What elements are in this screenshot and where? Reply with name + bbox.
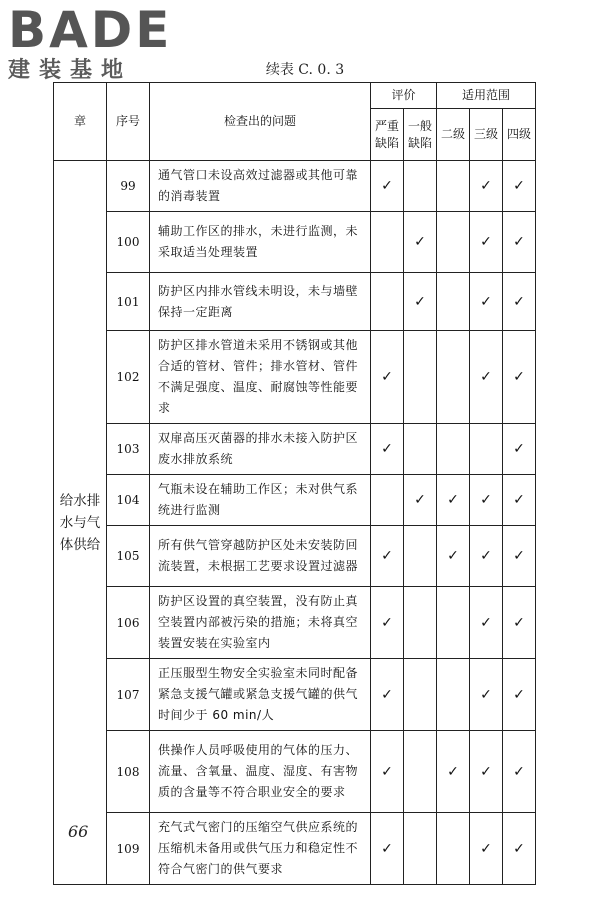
cell-l3 — [470, 212, 503, 273]
table-row — [54, 731, 536, 813]
cell-l4 — [503, 424, 536, 475]
check-icon: ✓ — [513, 293, 525, 310]
check-icon: ✓ — [381, 548, 393, 564]
table-row — [54, 659, 536, 731]
cell-l4 — [503, 273, 536, 331]
table-row — [54, 587, 536, 659]
check-icon: ✓ — [513, 763, 525, 780]
row-number: 99 — [107, 161, 150, 212]
check-icon: ✓ — [447, 492, 459, 508]
cell-l3 — [470, 813, 503, 885]
logo — [8, 1, 183, 86]
check-icon: ✓ — [480, 548, 492, 564]
check-icon: ✓ — [480, 614, 492, 631]
page-number: 66 — [68, 822, 89, 841]
cell-l3 — [470, 587, 503, 659]
cell-serious — [371, 526, 404, 587]
check-icon: ✓ — [414, 492, 426, 508]
check-icon: ✓ — [513, 369, 525, 385]
cell-general — [404, 813, 437, 885]
cell-general — [404, 331, 437, 424]
check-icon: ✓ — [480, 492, 492, 508]
header-serious-line2: 缺陷 — [374, 135, 399, 150]
table-row — [54, 212, 536, 273]
cell-l2 — [437, 331, 470, 424]
header-general-line1: 一般 — [408, 118, 433, 133]
check-icon: ✓ — [480, 763, 492, 780]
row-issue: 充气式气密门的压缩空气供应系统的压缩机未备用或供气压力和稳定性不符合气密门的供气要求 — [150, 813, 371, 885]
table-row — [54, 475, 536, 526]
table-row — [54, 161, 536, 212]
row-number: 100 — [107, 212, 150, 273]
check-icon: ✓ — [480, 840, 492, 857]
cell-l4 — [503, 731, 536, 813]
check-icon: ✓ — [381, 369, 393, 385]
cell-general — [404, 212, 437, 273]
row-issue: 供操作人员呼吸使用的气体的压力、流量、含氧量、温度、湿度、有害物质的含量等不符合职业安全的要求 — [150, 731, 371, 813]
row-number: 108 — [107, 731, 150, 813]
cell-general — [404, 587, 437, 659]
cell-l3 — [470, 424, 503, 475]
cell-l2 — [437, 659, 470, 731]
header-number: 序号 — [107, 83, 150, 161]
check-icon: ✓ — [480, 369, 492, 385]
cell-general — [404, 161, 437, 212]
row-issue: 防护区内排水管线未明设，未与墙壁保持一定距离 — [150, 273, 371, 331]
cell-l4 — [503, 659, 536, 731]
row-issue: 双扉高压灭菌器的排水未接入防护区废水排放系统 — [150, 424, 371, 475]
chapter-cell: 给水排水与气体供给 — [54, 161, 107, 885]
cell-l2 — [437, 161, 470, 212]
row-number: 101 — [107, 273, 150, 331]
header-serious-line1: 严重 — [374, 118, 399, 133]
cell-general — [404, 424, 437, 475]
table-row — [54, 331, 536, 424]
cell-general — [404, 475, 437, 526]
cell-l3 — [470, 331, 503, 424]
row-number: 102 — [107, 331, 150, 424]
inspection-table — [53, 82, 536, 885]
cell-general — [404, 659, 437, 731]
check-icon: ✓ — [513, 614, 525, 631]
cell-l4 — [503, 813, 536, 885]
row-issue: 气瓶未设在辅助工作区；未对供气系统进行监测 — [150, 475, 371, 526]
cell-l3 — [470, 659, 503, 731]
table-body — [54, 161, 536, 885]
cell-l4 — [503, 587, 536, 659]
cell-serious — [371, 659, 404, 731]
row-issue: 正压服型生物安全实验室未同时配备紧急支援气罐或紧急支援气罐的供气时间少于 60 min/人 — [150, 659, 371, 731]
cell-l3 — [470, 526, 503, 587]
check-icon: ✓ — [381, 686, 393, 703]
header-chapter: 章 — [54, 83, 107, 161]
header-scope: 适用范围 — [437, 83, 536, 109]
cell-serious — [371, 212, 404, 273]
check-icon: ✓ — [381, 178, 393, 194]
cell-l3 — [470, 475, 503, 526]
check-icon: ✓ — [381, 441, 393, 457]
row-issue: 所有供气管穿越防护区处未安装防回流装置，未根据工艺要求设置过滤器 — [150, 526, 371, 587]
cell-serious — [371, 731, 404, 813]
cell-l4 — [503, 475, 536, 526]
cell-serious — [371, 331, 404, 424]
cell-serious — [371, 424, 404, 475]
cell-general — [404, 273, 437, 331]
row-issue: 通气管口未设高效过滤器或其他可靠的消毒装置 — [150, 161, 371, 212]
check-icon: ✓ — [513, 234, 525, 250]
header-general-line2: 缺陷 — [408, 135, 433, 150]
cell-general — [404, 526, 437, 587]
check-icon: ✓ — [513, 441, 525, 457]
row-issue: 防护区设置的真空装置，没有防止真空装置内部被污染的措施；未将真空装置安装在实验室内 — [150, 587, 371, 659]
check-icon: ✓ — [513, 686, 525, 703]
header-issue: 检查出的问题 — [150, 83, 371, 161]
header-level3: 三级 — [470, 109, 503, 161]
table-row — [54, 424, 536, 475]
check-icon: ✓ — [381, 840, 393, 857]
check-icon: ✓ — [513, 840, 525, 857]
check-icon: ✓ — [480, 293, 492, 310]
check-icon: ✓ — [414, 234, 426, 250]
cell-l2 — [437, 475, 470, 526]
cell-l3 — [470, 273, 503, 331]
table-row — [54, 273, 536, 331]
header-serious-defect — [371, 109, 404, 161]
logo-subtitle: 建装基地 — [8, 58, 133, 83]
check-icon: ✓ — [513, 492, 525, 508]
cell-serious — [371, 161, 404, 212]
row-number: 103 — [107, 424, 150, 475]
cell-l2 — [437, 212, 470, 273]
row-issue: 辅助工作区的排水，未进行监测，未采取适当处理装置 — [150, 212, 371, 273]
cell-serious — [371, 813, 404, 885]
check-icon: ✓ — [381, 614, 393, 631]
cell-general — [404, 731, 437, 813]
cell-l4 — [503, 212, 536, 273]
row-issue: 防护区排水管道未采用不锈钢或其他合适的管材、管件；排水管材、管件不满足强度、温度、耐腐蚀等性能要求 — [150, 331, 371, 424]
check-icon: ✓ — [447, 763, 459, 780]
cell-l3 — [470, 731, 503, 813]
cell-l2 — [437, 587, 470, 659]
row-number: 107 — [107, 659, 150, 731]
row-number: 109 — [107, 813, 150, 885]
table-row — [54, 526, 536, 587]
cell-l4 — [503, 526, 536, 587]
cell-l2 — [437, 813, 470, 885]
cell-serious — [371, 587, 404, 659]
row-number: 106 — [107, 587, 150, 659]
check-icon: ✓ — [414, 293, 426, 310]
cell-serious — [371, 475, 404, 526]
check-icon: ✓ — [480, 686, 492, 703]
header-level2: 二级 — [437, 109, 470, 161]
cell-l2 — [437, 526, 470, 587]
table-row — [54, 813, 536, 885]
cell-l4 — [503, 161, 536, 212]
cell-l2 — [437, 273, 470, 331]
logo-wordmark: BADE — [8, 1, 173, 59]
cell-l3 — [470, 161, 503, 212]
check-icon: ✓ — [513, 548, 525, 564]
cell-l2 — [437, 424, 470, 475]
cell-l2 — [437, 731, 470, 813]
header-general-defect — [404, 109, 437, 161]
row-number: 104 — [107, 475, 150, 526]
row-number: 105 — [107, 526, 150, 587]
table-title: 续表 C. 0. 3 — [265, 62, 345, 78]
check-icon: ✓ — [381, 763, 393, 780]
cell-l4 — [503, 331, 536, 424]
check-icon: ✓ — [480, 234, 492, 250]
header-level4: 四级 — [503, 109, 536, 161]
check-icon: ✓ — [480, 178, 492, 194]
check-icon: ✓ — [513, 178, 525, 194]
cell-serious — [371, 273, 404, 331]
check-icon: ✓ — [447, 548, 459, 564]
header-evaluation: 评价 — [371, 83, 437, 109]
